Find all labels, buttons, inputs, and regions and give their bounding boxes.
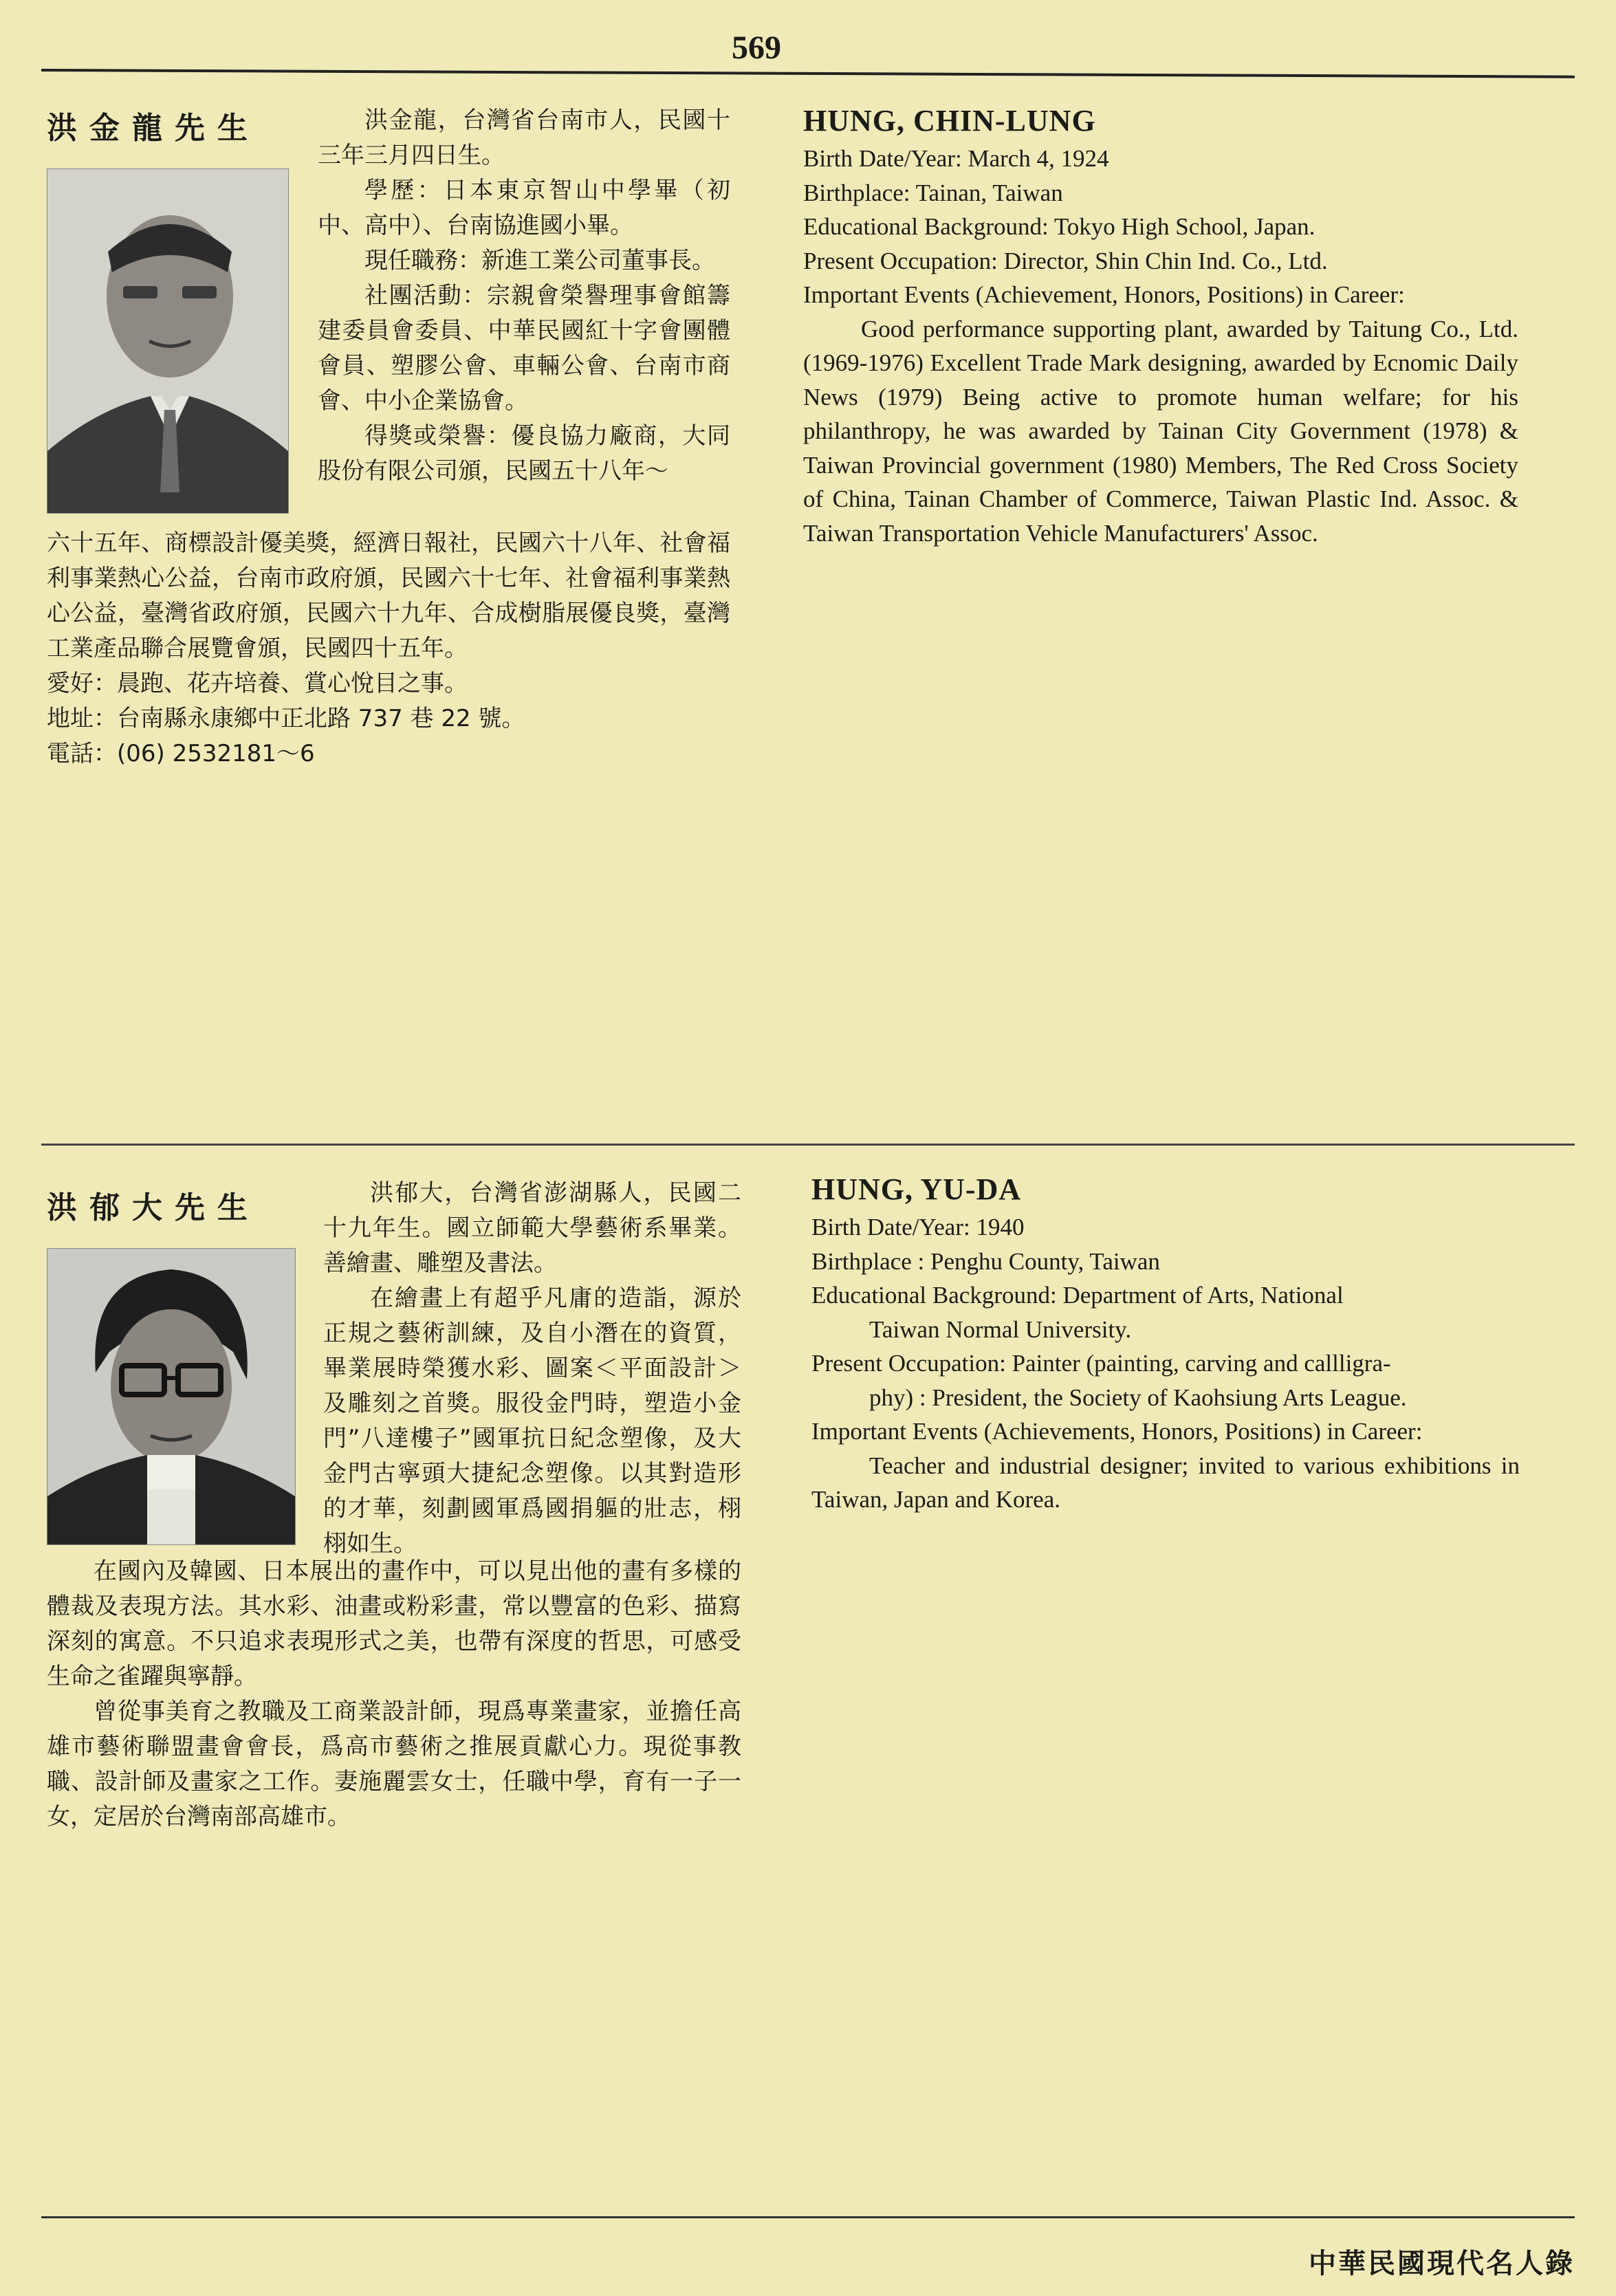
chinese-paragraph: 現任職務：新進工業公司董事長。 [364, 247, 715, 274]
chinese-paragraph: 在繪畫上有超乎凡庸的造詣，源於正規之藝術訓練，及自小潛在的資質，畢業展時榮獲水彩、圖案＜平面設計＞及雕刻之首獎。服役金門時，塑造小金門”八達樓子”國軍抗日紀念塑像，及大金門古寧頭大捷紀念塑像。以其對造形的才華，刻劃國軍爲國捐軀的壯志，栩栩如生。 [323, 1284, 741, 1557]
page-number: 569 [732, 30, 781, 66]
chinese-paragraph: 洪郁大，台灣省澎湖縣人，民國二十九年生。國立師範大學藝術系畢業。善繪畫、雕塑及書法。 [323, 1179, 741, 1277]
book-title-footer: 中華民國現代名人錄 [1309, 2248, 1575, 2279]
address-line: 地址：台南縣永康鄉中正北路 737 巷 22 號。 [47, 705, 525, 732]
chinese-bio-column [318, 103, 730, 489]
chinese-name: 洪郁大先生 [47, 1190, 260, 1225]
chinese-paragraph: 洪金龍，台灣省台南市人，民國十三年三月四日生。 [318, 107, 730, 169]
chinese-bio-column [323, 1176, 741, 1562]
biography-entry [0, 76, 1616, 839]
portrait-image [47, 1249, 295, 1544]
portrait-photo [47, 1248, 296, 1545]
birthplace-line: Birthplace : Penghu County, Taiwan [811, 1247, 1160, 1275]
chinese-name: 洪金龍先生 [47, 111, 260, 146]
section-divider [41, 1144, 1575, 1146]
english-bio-column [811, 1169, 1520, 1517]
english-paragraph: Teacher and industrial designer; invited to various exhibitions in Taiwan, Japan and Korea. [811, 1452, 1520, 1513]
chinese-bio-continued [47, 1554, 741, 1835]
occupation-line-continued: phy) : President, the Society of Kaohsiung Arts League. [869, 1384, 1407, 1411]
chinese-paragraph: 學歷：日本東京智山中學畢（初中、高中）、台南協進國小畢。 [318, 177, 730, 239]
english-bio-column [803, 100, 1518, 550]
birth-date-line: Birth Date/Year: March 4, 1924 [803, 145, 1109, 172]
english-name: HUNG, YU-DA [811, 1172, 1022, 1206]
chinese-bio-continued [47, 526, 730, 772]
occupation-line: Present Occupation: Painter (painting, carving and callligra- [811, 1350, 1391, 1377]
biography-entry [0, 1155, 1616, 1898]
portrait-photo [47, 168, 289, 514]
chinese-paragraph: 得獎或榮譽：優良協力廠商，大同股份有限公司頒，民國五十八年～ [318, 422, 730, 485]
chinese-paragraph: 曾從事美育之教職及工商業設計師，現爲專業畫家，並擔任高雄市藝術聯盟畫會會長，爲高市藝術之推展貢獻心力。現從事教職、設計師及畫家之工作。妻施麗雲女士，任職中學，育有一子一女，定居於台灣南部高雄市。 [47, 1698, 741, 1830]
birthplace-line: Birthplace: Tainan, Taiwan [803, 179, 1063, 206]
english-name: HUNG, CHIN-LUNG [803, 104, 1096, 138]
events-heading: Important Events (Achievements, Honors, Positions) in Career: [811, 1418, 1423, 1445]
english-paragraph: Good performance supporting plant, awarded by Taitung Co., Ltd. (1969-1976) Excellent Trade Mark designing, awarded by Ecnomic Daily News (1979) Being active to promote human welfare; for his philanthropy, he was awarded by Tainan City Government (1978) & Taiwan Provincial government (1980) Members, The Red Cross Society of China, Tainan Chamber of Commerce, Taiwan Plastic Ind. Assoc. & Taiwan Transportation Vehicle Manufacturers' Assoc. [803, 315, 1518, 547]
occupation-line: Present Occupation: Director, Shin Chin Ind. Co., Ltd. [803, 247, 1328, 274]
footer-rule [41, 2216, 1575, 2218]
chinese-paragraph: 在國內及韓國、日本展出的畫作中，可以見出他的畫有多樣的體裁及表現方法。其水彩、油畫或粉彩畫，常以豐富的色彩、描寫深刻的寓意。不只追求表現形式之美，也帶有深度的哲思，可感受生命之雀躍與寧靜。 [47, 1557, 741, 1690]
hobbies-line: 愛好：晨跑、花卉培養、賞心悅目之事。 [47, 670, 468, 697]
birth-date-line: Birth Date/Year: 1940 [811, 1214, 1025, 1240]
events-heading: Important Events (Achievement, Honors, Positions) in Career: [803, 281, 1405, 308]
education-line: Educational Background: Tokyo High School, Japan. [803, 213, 1315, 240]
education-line-continued: Taiwan Normal University. [869, 1315, 1132, 1343]
chinese-paragraph: 六十五年、商標設計優美獎，經濟日報社，民國六十八年、社會福利事業熱心公益，台南市政府頒，民國六十七年、社會福利事業熱心公益，臺灣省政府頒，民國六十九年、合成樹脂展優良獎，臺灣工業產品聯合展覽會頒，民國四十五年。 [47, 529, 730, 662]
education-line: Educational Background: Department of Arts, National [811, 1282, 1344, 1309]
chinese-paragraph: 社團活動：宗親會榮譽理事會館籌建委員會委員、中華民國紅十字會團體會員、塑膠公會、車輛公會、台南市商會、中小企業協會。 [318, 282, 730, 415]
phone-line: 電話：(06) 2532181～6 [47, 740, 315, 767]
portrait-image [47, 169, 288, 513]
